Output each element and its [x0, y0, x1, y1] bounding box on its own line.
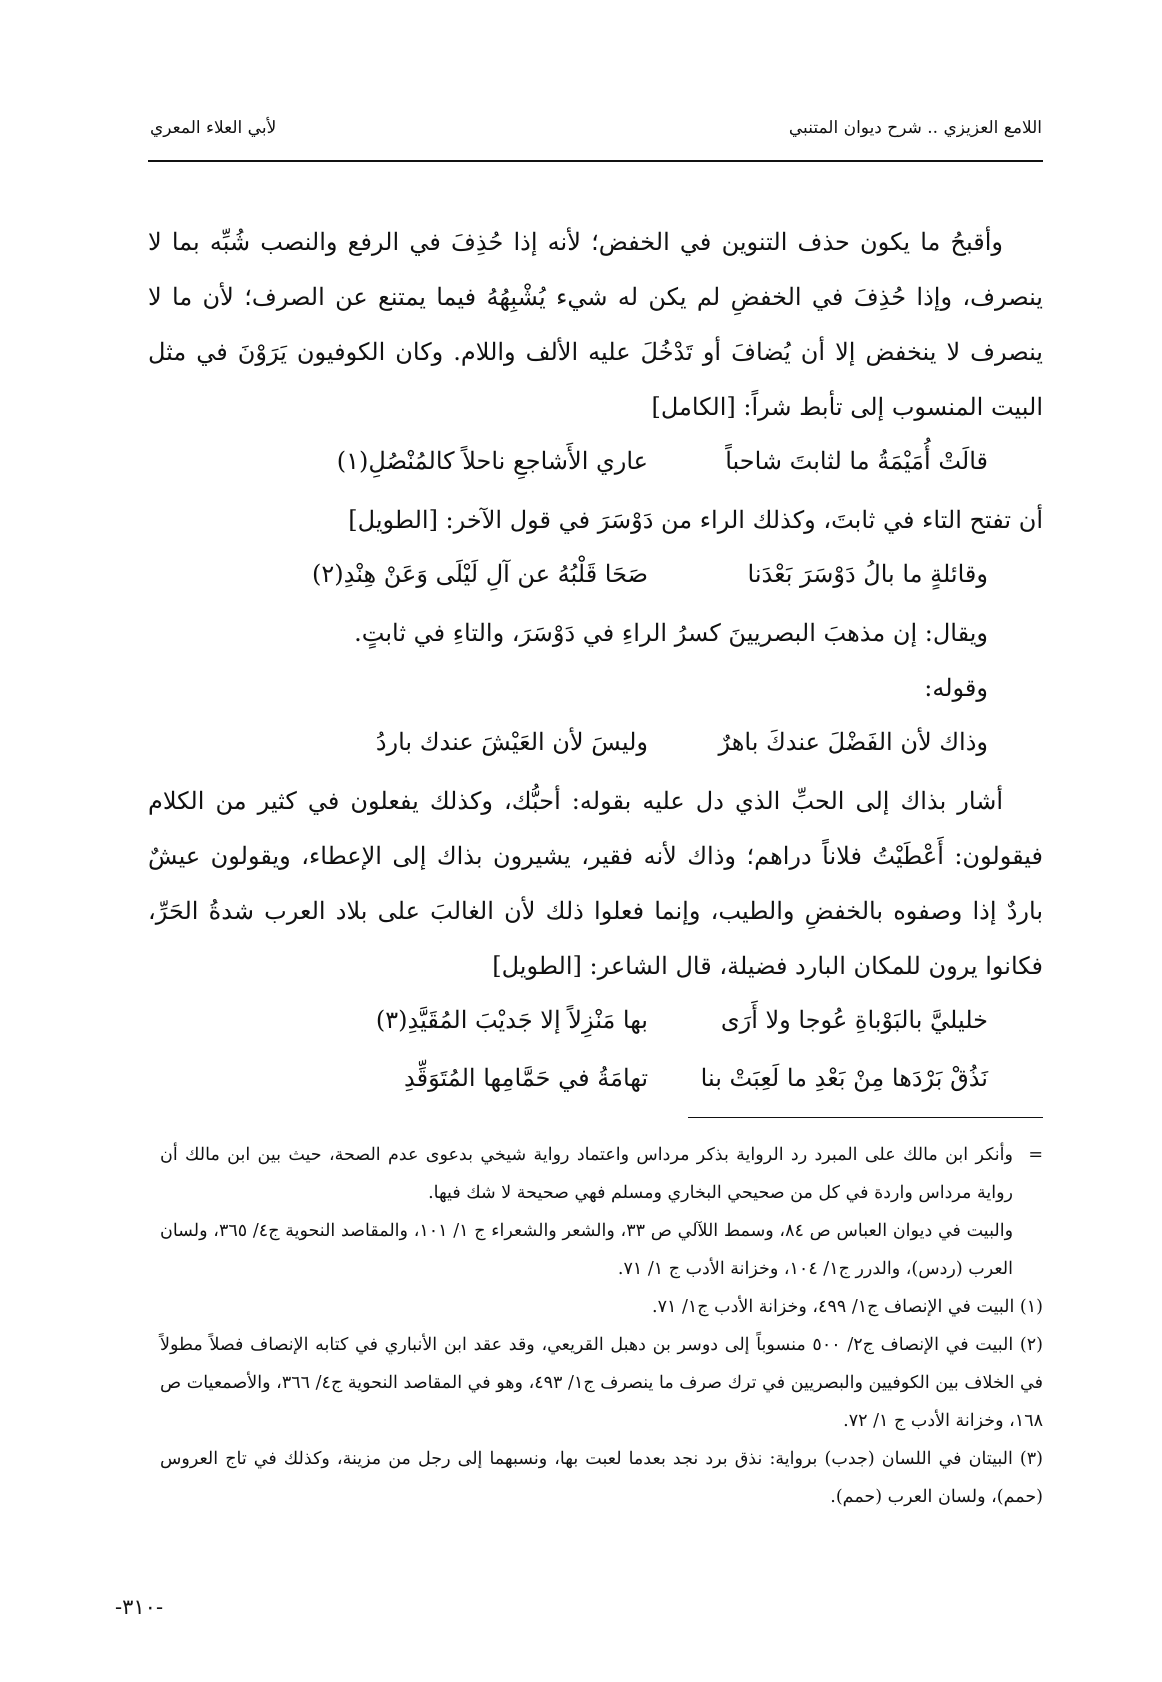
- paragraph-5-text: أشار بذاك إلى الحبِّ الذي دل عليه بقوله: أحبُّك، وكذلك يفعلون في كثير من الكلام فيقولون: أَعْطَيْتُ فلاناً دراهم؛ وذاك لأنه فقير، يشيرون بذاك إلى الإعطاء، ويقولون عيشٌ باردٌ إذا وصفوه بالخفضِ والطيب، وإنما فعلوا ذلك لأن الغالبَ على بلاد العرب شدةُ الحَرِّ، فكانوا يرون للمكان البارد فضيلة، قال الشاعر: [الطويل]: [148, 787, 1043, 980]
- verse-4-first-hemistich: خليليَّ بالبَوْباةِ عُوجا ولا أَرَى: [720, 1006, 988, 1034]
- verse-5-second-hemistich: تهامَةُ في حَمَّامِها المُتَوَقِّدِ: [404, 1064, 648, 1092]
- paragraph-3: ويقال: إن مذهبَ البصريينَ كسرُ الراءِ في دَوْسَرَ، والتاءِ في ثابتٍ.: [354, 619, 988, 647]
- verse-4: [148, 994, 1043, 1052]
- footnote-rule: [688, 1117, 1043, 1118]
- header-rule: [148, 160, 1043, 162]
- paragraph-4: وقوله:: [924, 674, 988, 702]
- paragraph-1: [148, 215, 1043, 435]
- verse-1: [148, 435, 1043, 493]
- footnote-1: (١) البيت في الإنصاف ج١/ ٤٩٩، وخزانة الأدب ج١/ ٧١.: [651, 1297, 1043, 1317]
- paragraph-2: أن تفتح التاء في ثابتَ، وكذلك الراء من دَوْسَرَ في قول الآخر: [الطويل]: [348, 506, 1043, 534]
- verse-5-first-hemistich: نَذُقْ بَرْدَها مِنْ بَعْدِ ما لَعِبَتْ بنا: [700, 1064, 988, 1092]
- page-number: -٣١٠-: [115, 1595, 164, 1619]
- verse-3-first-hemistich: وذاك لأن الفَضْلَ عندكَ باهرٌ: [718, 728, 988, 756]
- running-header-title: اللامع العزيزي .. شرح ديوان المتنبي: [788, 118, 1042, 138]
- verse-3: [148, 716, 1043, 774]
- paragraph-1-text: وأقبحُ ما يكون حذف التنوين في الخفض؛ لأنه إذا حُذِفَ في الرفع والنصب شُبِّه بما لا ينصرف، وإذا حُذِفَ في الخفضِ لم يكن له شيء يُشْبِهُهُ فيما يمتنع عن الصرف؛ لأن ما لا ينصرف لا ينخفض إلا أن يُضافَ أو تَدْخُلَ عليه الألف واللام. وكان الكوفيون يَرَوْنَ في مثل البيت المنسوب إلى تأبط شراً: [الكامل]: [148, 228, 1043, 421]
- verse-5: [148, 1052, 1043, 1110]
- verse-3-second-hemistich: وليسَ لأن العَيْشَ عندك باردُ: [375, 728, 648, 756]
- footnote-continuation-2: والبيت في ديوان العباس ص ٨٤، وسمط اللآلي ص ٣٣، والشعر والشعراء ج ١/ ١٠١، والمقاصد النحوية ج٤/ ٣٦٥، ولسان العرب (ردس)، والدرر ج١/ ١٠٤، وخزانة الأدب ج ١/ ٧١.: [160, 1221, 1014, 1279]
- verse-1-second-hemistich: عاري الأَشاجعِ ناحلاً كالمُنْصُلِ(١): [336, 447, 648, 475]
- footnote-continuation-1: [160, 1136, 1043, 1212]
- verse-1-first-hemistich: قالَتْ أُمَيْمَةُ ما لثابتَ شاحباً: [725, 447, 988, 475]
- paragraph-5: [148, 774, 1043, 994]
- footnotes: [160, 1136, 1043, 1516]
- footnote-3: (٣) البيتان في اللسان (جدب) برواية: نذق برد نجد بعدما لعبت بها، ونسبهما إلى رجل من مزينة، وكذلك في تاج العروس (حمم)، ولسان العرب (حمم).: [160, 1449, 1043, 1507]
- main-text: [148, 215, 1043, 1110]
- footnote-continuation-1-text: وأنكر ابن مالك على المبرد رد الرواية بذكر مرداس واعتماد رواية شيخي بدعوى عدم الصحة، حيث بين ابن مالك أن رواية مرداس واردة في كل من صحيحي البخاري ومسلم فهي صحيحة لا شك فيها.: [160, 1145, 1013, 1203]
- running-header-author: لأبي العلاء المعري: [150, 118, 277, 138]
- continuation-mark: =: [1028, 1145, 1043, 1165]
- verse-2: [148, 548, 1043, 606]
- verse-4-second-hemistich: بها مَنْزِلاً إلا جَديْبَ المُقَيَّدِ(٣): [375, 1006, 648, 1034]
- verse-2-second-hemistich: صَحَا قَلْبُهُ عن آلِ لَيْلَى وَعَنْ هِنْدِ(٢): [312, 560, 648, 588]
- verse-2-first-hemistich: وقائلةٍ ما بالُ دَوْسَرَ بَعْدَنا: [747, 560, 988, 588]
- footnote-2: (٢) البيت في الإنصاف ج٢/ ٥٠٠ منسوباً إلى دوسر بن دهبل القريعي، وقد عقد ابن الأنباري في كتابه الإنصاف فصلاً مطولاً في الخلاف بين الكوفيين والبصريين في ترك صرف ما ينصرف ج١/ ٤٩٣، وهو في المقاصد النحوية ج٤/ ٣٦٦، والأصمعيات ص ١٦٨، وخزانة الأدب ج ١/ ٧٢.: [160, 1335, 1044, 1431]
